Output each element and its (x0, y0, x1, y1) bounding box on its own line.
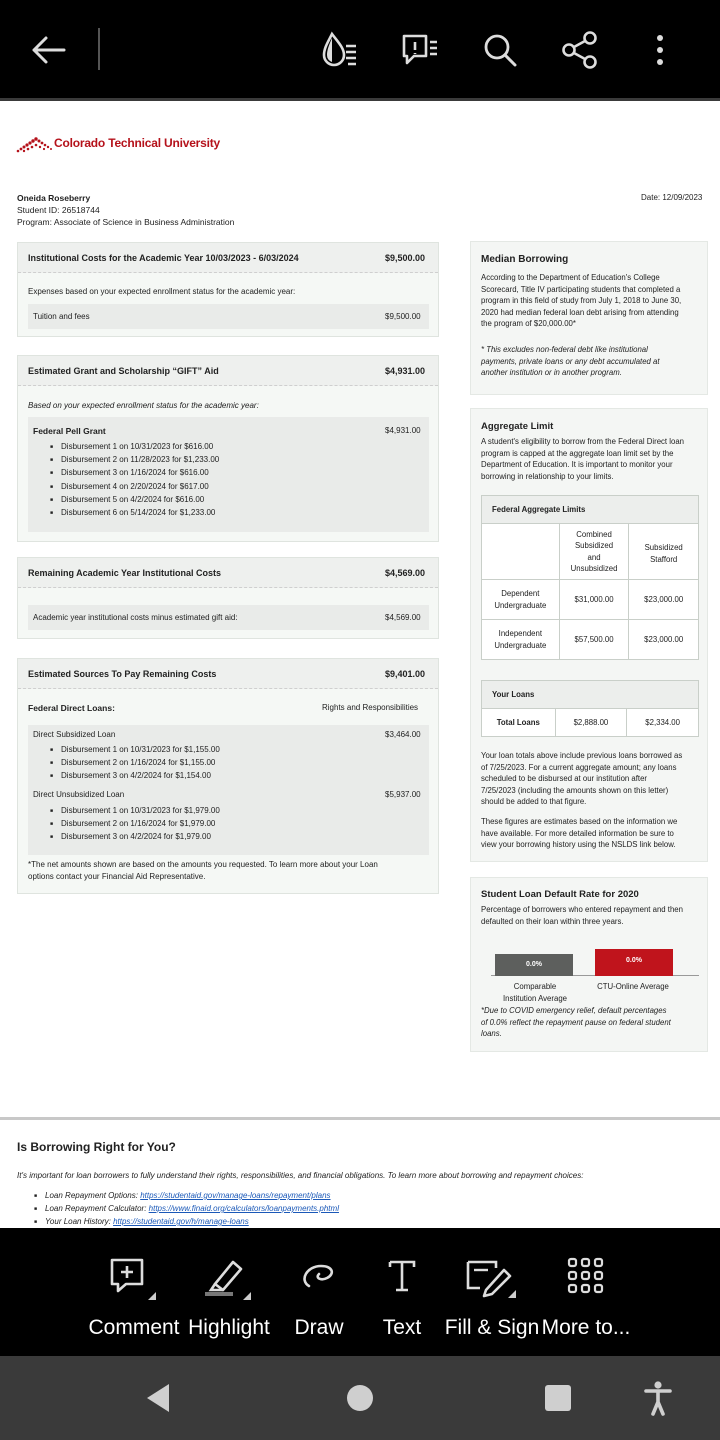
highlight-tool-button[interactable] (184, 1228, 274, 1356)
subsidized-disbursement-list (50, 744, 220, 784)
reading-mode-icon[interactable] (314, 24, 366, 76)
tool-label: Fill & Sign (444, 1316, 540, 1339)
list-item: ■ Disbursement 3 on 4/2/2024 for $1,979.00 (50, 831, 220, 844)
your-loans-table (481, 680, 699, 737)
list-item: ■ Disbursement 1 on 10/31/2023 for $1,979.00 (50, 805, 220, 818)
row-label: Total Loans (482, 709, 556, 737)
text-line: have available. For more detailed information be sure to (481, 828, 674, 838)
aggregate-paragraph (481, 436, 684, 482)
recents-square-icon[interactable] (536, 1376, 580, 1420)
table-cell: $23,000.00 (629, 620, 699, 660)
letter-date: Date: 12/09/2023 (641, 193, 703, 202)
default-rate-description (481, 904, 683, 927)
tuition-label: Tuition and fees (33, 312, 90, 321)
text-line: Department of Education. It is important to monitor your (481, 460, 673, 470)
toolbar-divider (98, 28, 100, 70)
text-line: should be added to that figure. (481, 797, 587, 807)
remaining-amount: $4,569.00 (385, 568, 426, 578)
table-row (482, 620, 699, 660)
list-item: ■ Disbursement 2 on 1/16/2024 for $1,979.00 (50, 818, 220, 831)
more-vertical-icon[interactable] (634, 24, 686, 76)
text-line: borrowing in relationship to your limits. (481, 471, 614, 481)
text-line: According to the Department of Education's College (481, 273, 660, 282)
column-header: Combined Subsidized and Unsubsidized (559, 524, 629, 580)
remaining-title: Remaining Academic Year Institutional Costs (28, 568, 222, 578)
sources-amount: $9,401.00 (385, 669, 426, 679)
tool-label: Highlight (188, 1316, 270, 1339)
estimates-paragraph (481, 816, 677, 851)
table-corner-cell (482, 524, 560, 580)
sources-section (17, 658, 439, 894)
comments-list-icon[interactable] (394, 24, 446, 76)
text-line: Scorecard, Title IV participating students that completed a (481, 284, 681, 294)
column-header: Subsidized Stafford (629, 524, 699, 580)
list-item: ■ Loan Repayment Options: https://studentaid.gov/manage-loans/repayment/plans (34, 1190, 339, 1203)
median-borrowing-panel (470, 241, 708, 395)
table-title: Your Loans (482, 681, 699, 709)
list-item: ■ Loan Repayment Calculator: https://www.finaid.org/calculators/loanpayments.phtml (34, 1203, 339, 1216)
row-label: Dependent Undergraduate (482, 580, 560, 620)
gift-subtitle: Based on your expected enrollment status for the academic year: (28, 401, 259, 410)
aggregate-title: Aggregate Limit (481, 421, 554, 432)
pell-disbursement-list (50, 441, 219, 520)
text-line: 2020 had median federal loan debt arising from attending (481, 307, 679, 317)
net-amounts-note-line2: options contact your Financial Aid Representative. (28, 872, 206, 881)
table-cell: $31,000.00 (559, 580, 629, 620)
table-cell: $2,334.00 (627, 709, 699, 737)
list-item: ■ Disbursement 4 on 2/20/2024 for $617.00 (50, 481, 219, 494)
highlighter-icon (203, 1256, 255, 1309)
bottom-toolbar (0, 1228, 720, 1356)
text-line: These figures are estimates based on the information we (481, 817, 678, 826)
remaining-row (28, 605, 429, 630)
gift-aid-section (17, 355, 439, 542)
table-row (482, 709, 699, 737)
grid-icon (566, 1256, 606, 1301)
pdf-page-2 (0, 1120, 720, 1228)
gift-amount: $4,931.00 (385, 366, 426, 376)
ctu-online-label: CTU-Online Average (597, 982, 669, 991)
student-id: Student ID: 26518744 (17, 205, 100, 215)
text-tool-button[interactable] (368, 1228, 436, 1356)
table-row (482, 580, 699, 620)
text-line: *Due to COVID emergency relief, default percentages (481, 1006, 667, 1015)
top-app-bar (0, 0, 720, 98)
text-line: 7/25/2023 (including the amounts shown on this letter) (481, 785, 669, 795)
list-item: ■ Disbursement 3 on 4/2/2024 for $1,154.00 (50, 770, 220, 783)
tool-label: Text (382, 1316, 422, 1339)
list-item: ■ Disbursement 5 on 4/2/2024 for $616.00 (50, 494, 219, 507)
gift-title: Estimated Grant and Scholarship “GIFT” Aid (28, 366, 219, 376)
subsidized-amount: $3,464.00 (385, 730, 421, 739)
table-cell: $23,000.00 (629, 580, 699, 620)
draw-icon (299, 1256, 339, 1301)
text-line: program is capped at the aggregate loan limit set by the (481, 448, 674, 458)
ctu-logo (16, 131, 220, 155)
list-item: ■ Disbursement 6 on 5/14/2024 for $1,233.00 (50, 507, 219, 520)
federal-aggregate-limits-table (481, 495, 699, 660)
list-item: ■ Disbursement 2 on 11/28/2023 for $1,233.00 (50, 454, 219, 467)
accessibility-icon[interactable] (636, 1376, 680, 1420)
unsubsidized-amount: $5,937.00 (385, 790, 421, 799)
ctu-online-bar: 0.0% (595, 949, 673, 976)
remaining-costs-section (17, 557, 439, 639)
arrow-left-icon[interactable] (22, 24, 74, 76)
federal-loans-label: Federal Direct Loans: (28, 703, 115, 713)
text-line: of 7/25/2023. For a current aggregate amount; any loans (481, 762, 677, 772)
remaining-row-label: Academic year institutional costs minus estimated gift aid: (33, 613, 238, 622)
fill-sign-tool-button[interactable] (444, 1228, 540, 1356)
unsubsidized-label: Direct Unsubsidized Loan (33, 790, 125, 799)
ctu-logo-mark-icon (16, 131, 52, 155)
draw-tool-button[interactable] (284, 1228, 354, 1356)
pdf-page (0, 101, 720, 1117)
comparable-label: Comparable Institution Average (502, 982, 567, 1003)
net-amounts-note-line1: *The net amounts shown are based on the amounts you requested. To learn more about your Loan (28, 860, 378, 869)
unsubsidized-disbursement-list (50, 805, 220, 845)
fill-sign-icon (464, 1256, 520, 1305)
aggregate-limit-panel (470, 408, 708, 862)
list-item: ■ Your Loan History: https://studentaid.gov/h/manage-loans (34, 1216, 339, 1229)
median-title: Median Borrowing (481, 254, 569, 265)
tool-label: Comment (88, 1316, 180, 1339)
comment-tool-button[interactable] (86, 1228, 182, 1356)
list-item: ■ Disbursement 1 on 10/31/2023 for $1,155.00 (50, 744, 220, 757)
borrowing-title: Is Borrowing Right for You? (17, 1140, 176, 1154)
text-line: Your loan totals above include previous loans borrowed as (481, 751, 683, 760)
text-line: defaulted on their loan within three years. (481, 916, 624, 926)
default-rate-panel (470, 877, 708, 1052)
text-line: * This excludes non-federal debt like institutional (481, 345, 648, 354)
comment-add-icon (108, 1256, 160, 1309)
tool-label: More to... (541, 1316, 631, 1339)
back-triangle-icon[interactable] (136, 1376, 180, 1420)
borrowing-intro: It's important for loan borrowers to fully understand their rights, responsibilities, and financial obligations. To learn more about borrowing and repayment choices: (17, 1171, 584, 1180)
median-note (481, 344, 660, 379)
tool-label: Draw (294, 1316, 344, 1339)
text-line: the program of $20,000.00* (481, 319, 576, 329)
text-line: scheduled to be disbursed at our institution after (481, 774, 648, 784)
more-tools-button[interactable] (540, 1228, 632, 1356)
list-item: ■ Disbursement 2 on 1/16/2024 for $1,155.00 (50, 757, 220, 770)
covid-note (481, 1005, 671, 1040)
text-line: Percentage of borrowers who entered repayment and then (481, 905, 683, 914)
remaining-row-amount: $4,569.00 (385, 613, 421, 622)
text-line: program in this field of study from July 1, 2018 to June 30, (481, 296, 682, 306)
sources-title: Estimated Sources To Pay Remaining Costs (28, 669, 217, 679)
loans-block (28, 725, 429, 855)
default-rate-title: Student Loan Default Rate for 2020 (481, 889, 639, 900)
pell-grant-label: Federal Pell Grant (33, 426, 106, 436)
pell-grant-block (28, 417, 429, 532)
table-cell: $57,500.00 (559, 620, 629, 660)
costs-title: Institutional Costs for the Academic Year 10/03/2023 - 6/03/2024 (28, 253, 299, 263)
costs-subtitle: Expenses based on your expected enrollment status for the academic year: (28, 287, 296, 296)
table-cell: $2,888.00 (555, 709, 627, 737)
text-line: loans. (481, 1029, 502, 1039)
share-icon[interactable] (554, 24, 606, 76)
search-icon[interactable] (474, 24, 526, 76)
text-line: view your borrowing history using the NSLDS link below. (481, 840, 676, 850)
loan-totals-paragraph (481, 750, 682, 808)
text-line: of 0.0% reflect the repayment pause on federal student (481, 1017, 671, 1027)
repayment-calculator-link[interactable]: https://www.finaid.org/calculators/loanpayments.phtml (148, 1204, 339, 1213)
comparable-bar: 0.0% (495, 954, 573, 976)
median-paragraph (481, 272, 681, 330)
borrowing-links-list (34, 1190, 339, 1229)
loan-history-link[interactable]: https://studentaid.gov/h/manage-loans (113, 1217, 249, 1226)
text-line: another institution or in another program. (481, 368, 622, 378)
row-label: Independent Undergraduate (482, 620, 560, 660)
rights-link[interactable]: Rights and Responsibilities (322, 703, 419, 712)
system-navigation-bar (0, 1356, 720, 1440)
logo-text: Colorado Technical University (54, 136, 221, 150)
student-name: Oneida Roseberry (17, 193, 91, 203)
list-item: ■ Disbursement 3 on 1/16/2024 for $616.00 (50, 467, 219, 480)
table-title: Federal Aggregate Limits (482, 496, 699, 524)
tuition-amount: $9,500.00 (385, 312, 421, 321)
subsidized-label: Direct Subsidized Loan (33, 730, 116, 739)
tuition-row (28, 304, 429, 329)
text-line: payments, private loans or any debt accumulated at (481, 356, 660, 366)
pell-grant-amount: $4,931.00 (385, 426, 421, 435)
program: Program: Associate of Science in Business Administration (17, 217, 235, 227)
repayment-options-link[interactable]: https://studentaid.gov/manage-loans/repayment/plans (140, 1191, 331, 1200)
institutional-costs-section (17, 242, 439, 337)
text-line: A student's eligibility to borrow from the Federal Direct loan (481, 437, 685, 446)
list-item: ■ Disbursement 1 on 10/31/2023 for $616.00 (50, 441, 219, 454)
text-icon (384, 1256, 420, 1301)
costs-amount: $9,500.00 (385, 253, 426, 263)
home-circle-icon[interactable] (338, 1376, 382, 1420)
